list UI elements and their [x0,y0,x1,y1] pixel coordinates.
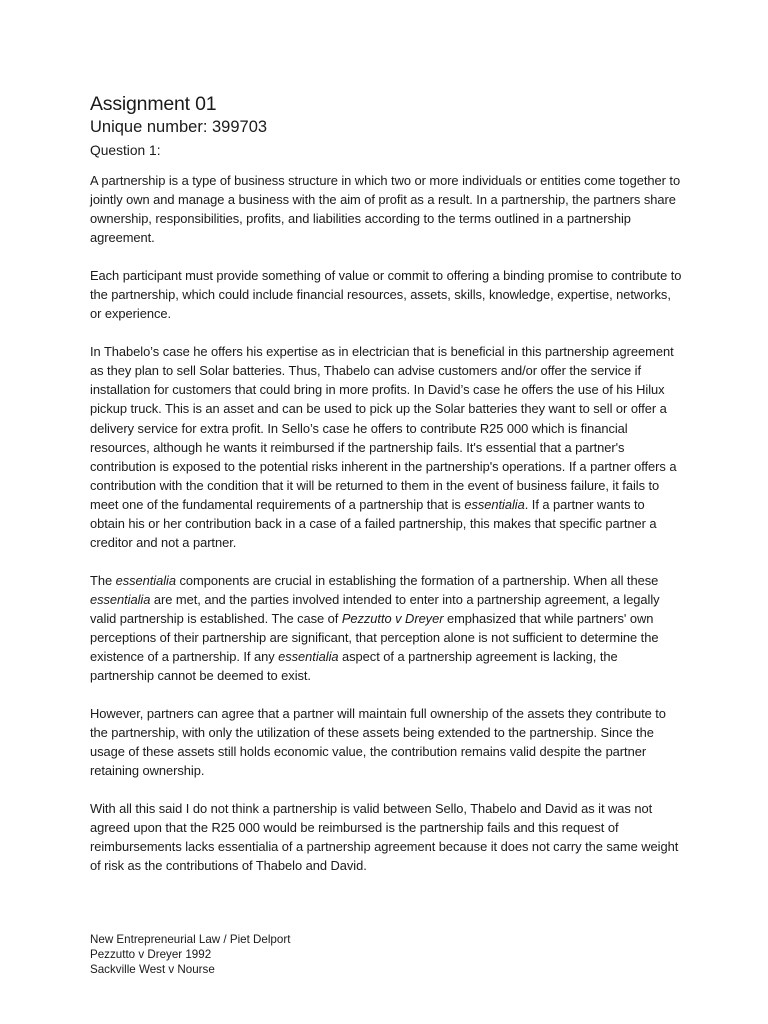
unique-number: Unique number: 399703 [90,118,268,136]
question-heading: Question 1: [90,143,161,158]
text-segment: are met, and the parties involved intended to enter into a partnership agreement, a legally valid partnership is established. The case of [90,591,660,626]
reference-item: Sackville West v Nourse [90,963,215,976]
paragraph-definition: A partnership is a type of business structure in which two or more individuals or entities come together to jointly own and manage a business with the aim of profit as a result. In a partnership, the partners share ownership, responsibilities, profits, and liabilities according to the terms outlined in a partnership agreement. [90,173,681,246]
paragraph-essentialia [90,571,682,685]
paragraph-contribution: Each participant must provide something of value or commit to offering a binding promise to contribute to the partnership, which could include financial resources, assets, skills, knowledge, expertise, networks, or experience. [90,268,682,322]
reference-item: Pezzutto v Dreyer 1992 [90,948,212,961]
text-segment: emphasized that while partners' own perceptions of their partnership are significant, that perception alone is not sufficient to determine the existence of a partnership. If any [90,610,659,665]
paragraph-conclusion: With all this said I do not think a partnership is valid between Sello, Thabelo and David as it was not agreed upon that the R25 000 would be reimbursed is the partnership fails and this request of reimbursements lacks essentialia of a partnership agreement because it does not carry the same weight of risk as the contributions of Thabelo and David. [90,801,679,874]
italic-term: essentialia [115,572,176,588]
text-segment: . If a partner wants to obtain his or her contribution back in a case of a failed partnership, this makes that specific partner a creditor and not a partner. [90,496,657,550]
paragraph-ownership: However, partners can agree that a partner will maintain full ownership of the assets they contribute to the partnership, with only the utilization of these assets being extended to the partnership. Since the usage of these assets still holds economic value, the contribution remains valid despite the partner retaining ownership. [90,706,666,779]
assignment-title: Assignment 01 [90,93,217,115]
document-body [90,92,682,895]
italic-case-name: Pezzutto v Dreyer [341,610,444,626]
paragraph-case-analysis [90,342,682,552]
italic-term: essentialia [464,496,525,512]
italic-term: essentialia [90,591,151,607]
text-segment: components are crucial in establishing the formation of a partnership. When all these [175,572,659,588]
italic-term: essentialia [278,649,339,665]
text-segment: aspect of a partnership agreement is lacking, the partnership cannot be deemed to exist. [90,649,618,684]
text-segment: In Thabelo’s case he offers his expertise as in electrician that is beneficial in this partnership agreement as they plan to sell Solar batteries. Thus, Thabelo can advise customers and/or offer the service if installation for customers that could bring in more profits. In David’s case he offers the use of his Hilux pickup truck. This is an asset and can be used to pick up the Solar batteries they want to sell or offer a delivery service for extra profit. In Sello’s case he offers to contribute R25 000 which is financial resources, although he wants it reimbursed if the partnership fails. It's essential that a partner's contribution is exposed to the potential risks inherent in the partnership's operations. If a partner offers a contribution with the condition that it will be returned to them in the event of business failure, it fails to meet one of the fundamental requirements of a partnership that is [90,344,677,512]
references-list [90,932,290,977]
text-segment: The [90,572,116,588]
reference-item: New Entrepreneurial Law / Piet Delport [90,933,291,946]
